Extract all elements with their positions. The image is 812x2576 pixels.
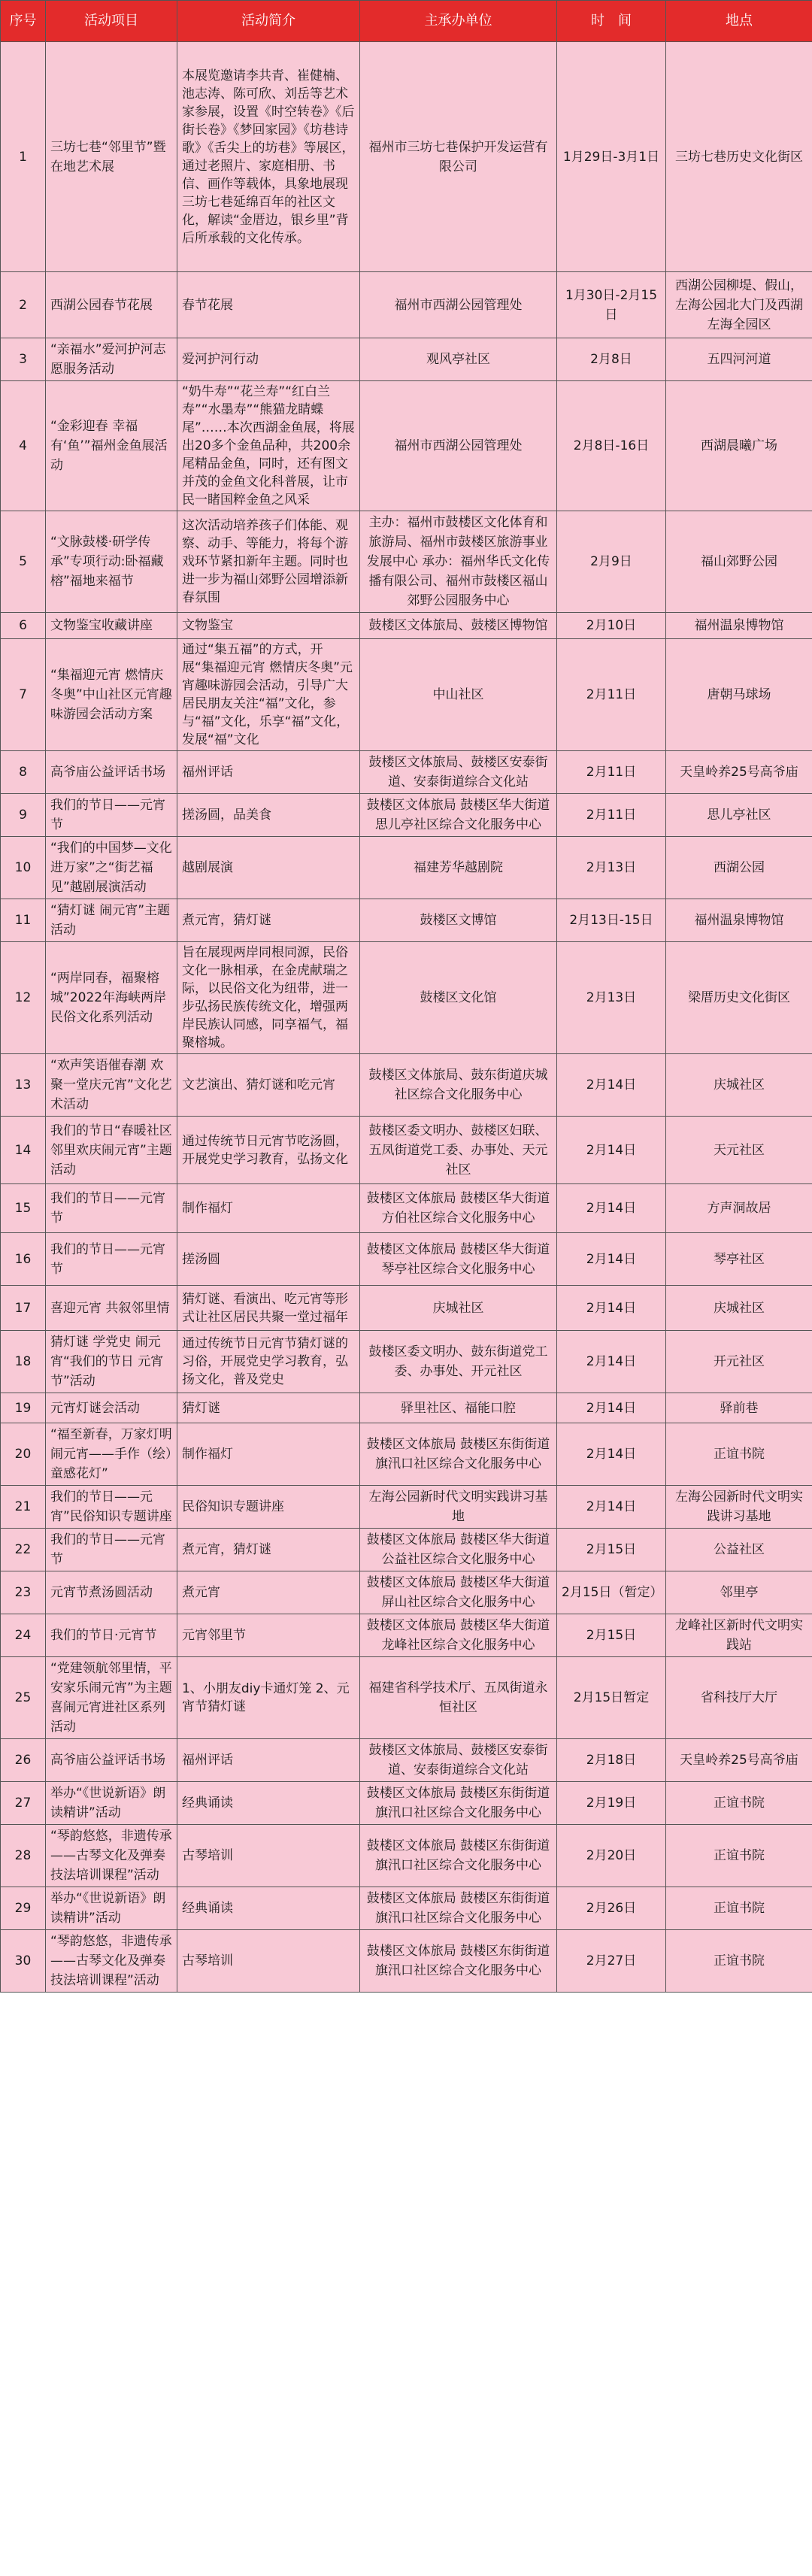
organizer-cell: 鼓楼区委文明办、鼓东街道党工委、办事处、开元社区 (360, 1331, 557, 1393)
activity-intro-cell: 福州评话 (177, 751, 360, 794)
row-number-cell: 1 (1, 42, 46, 272)
project-name-cell: 我们的节日“春暖社区邻里欢庆闹元宵”主题活动 (46, 1117, 177, 1184)
event-time-cell: 2月15日 (557, 1529, 666, 1571)
event-place-cell: 五四河河道 (666, 338, 812, 381)
activity-intro-cell: 越剧展演 (177, 837, 360, 899)
event-time-cell: 2月15日（暂定） (557, 1571, 666, 1614)
row-number-cell: 18 (1, 1331, 46, 1393)
organizer-cell: 观风亭社区 (360, 338, 557, 381)
organizer-cell: 鼓楼区文化馆 (360, 942, 557, 1054)
header-no: 序号 (1, 1, 46, 42)
table-row (1, 1614, 812, 1657)
event-place-cell: 福州温泉博物馆 (666, 613, 812, 639)
row-number-cell: 28 (1, 1825, 46, 1887)
activity-intro-cell: 搓汤圆 (177, 1233, 360, 1286)
row-number-cell: 22 (1, 1529, 46, 1571)
project-name-cell: “猜灯谜 闹元宵”主题活动 (46, 899, 177, 942)
event-place-cell: 庆城社区 (666, 1286, 812, 1331)
event-place-cell: 西湖公园柳堤、假山，左海公园北大门及西湖左海全园区 (666, 272, 812, 338)
project-name-cell: 三坊七巷“邻里节”暨在地艺术展 (46, 42, 177, 272)
activity-intro-cell: 制作福灯 (177, 1423, 360, 1486)
event-time-cell: 2月8日-16日 (557, 381, 666, 511)
table-row (1, 1825, 812, 1887)
row-number-cell: 29 (1, 1887, 46, 1930)
project-name-cell: 猜灯谜 学党史 闹元宵“我们的节日 元宵节”活动 (46, 1331, 177, 1393)
event-place-cell: 左海公园新时代文明实践讲习基地 (666, 1486, 812, 1529)
table-row (1, 1331, 812, 1393)
project-name-cell: 我们的节日——元宵节 (46, 1529, 177, 1571)
event-time-cell: 2月10日 (557, 613, 666, 639)
table-row (1, 338, 812, 381)
event-time-cell: 2月13日-15日 (557, 899, 666, 942)
project-name-cell: 西湖公园春节花展 (46, 272, 177, 338)
project-name-cell: “金彩迎春 幸福有‘鱼’”福州金鱼展活动 (46, 381, 177, 511)
row-number-cell: 4 (1, 381, 46, 511)
organizer-cell: 中山社区 (360, 639, 557, 751)
activity-intro-cell: 通过“集五福”的方式，开展“集福迎元宵 燃情庆冬奥”元宵趣味游园会活动，引导广大居民朋友关注“福”文化，参与“福”文化，乐享“福”文化，发展“福”文化 (177, 639, 360, 751)
table-row (1, 1393, 812, 1423)
row-number-cell: 8 (1, 751, 46, 794)
project-name-cell: “亲福水”爱河护河志愿服务活动 (46, 338, 177, 381)
row-number-cell: 12 (1, 942, 46, 1054)
header-organizer: 主承办单位 (360, 1, 557, 42)
table-row (1, 1571, 812, 1614)
event-place-cell: 开元社区 (666, 1331, 812, 1393)
project-name-cell: 我们的节日·元宵节 (46, 1614, 177, 1657)
organizer-cell: 鼓楼区文体旅局、鼓楼区安泰街道、安泰街道综合文化站 (360, 1739, 557, 1782)
activity-intro-cell: 元宵邻里节 (177, 1614, 360, 1657)
row-number-cell: 21 (1, 1486, 46, 1529)
table-row (1, 942, 812, 1054)
organizer-cell: 鼓楼区文体旅局 鼓楼区东街街道旗汛口社区综合文化服务中心 (360, 1825, 557, 1887)
table-row (1, 837, 812, 899)
event-time-cell: 2月14日 (557, 1184, 666, 1233)
event-time-cell: 2月9日 (557, 511, 666, 613)
organizer-cell: 驿里社区、福能口腔 (360, 1393, 557, 1423)
table-row (1, 272, 812, 338)
activity-intro-cell: 经典诵读 (177, 1887, 360, 1930)
table-row (1, 1887, 812, 1930)
organizer-cell: 鼓楼区文体旅局 鼓楼区华大街道公益社区综合文化服务中心 (360, 1529, 557, 1571)
project-name-cell: 举办“《世说新语》朗读精讲”活动 (46, 1887, 177, 1930)
row-number-cell: 15 (1, 1184, 46, 1233)
event-place-cell: 福州温泉博物馆 (666, 899, 812, 942)
activity-intro-cell: 古琴培训 (177, 1930, 360, 1993)
row-number-cell: 23 (1, 1571, 46, 1614)
event-time-cell: 2月11日 (557, 751, 666, 794)
table-row (1, 1233, 812, 1286)
event-place-cell: 龙峰社区新时代文明实践站 (666, 1614, 812, 1657)
header-intro: 活动简介 (177, 1, 360, 42)
event-time-cell: 2月11日 (557, 794, 666, 837)
event-time-cell: 2月18日 (557, 1739, 666, 1782)
project-name-cell: 举办“《世说新语》朗读精讲”活动 (46, 1782, 177, 1825)
table-row (1, 511, 812, 613)
project-name-cell: 高爷庙公益评话书场 (46, 751, 177, 794)
activity-intro-cell: 搓汤圆，品美食 (177, 794, 360, 837)
activity-intro-cell: 爱河护河行动 (177, 338, 360, 381)
table-row (1, 1739, 812, 1782)
activity-intro-cell: 本展览邀请李共青、崔健楠、池志涛、陈可欣、刘岳等艺术家参展，设置《时空转卷》《后街长卷》《梦回家园》《坊巷诗歌》《舌尖上的坊巷》等展区，通过老照片、家庭相册、书信、画作等载体，具象地展现三坊七巷延绵百年的社区文化，解读“金厝边，银乡里”背后所承载的文化传承。 (177, 42, 360, 272)
project-name-cell: “党建领航邻里情，平安家乐闹元宵”为主题喜闹元宵进社区系列活动 (46, 1657, 177, 1739)
organizer-cell: 鼓楼区文体旅局、鼓楼区安泰街道、安泰街道综合文化站 (360, 751, 557, 794)
event-place-cell: 天皇岭养25号高爷庙 (666, 751, 812, 794)
project-name-cell: “琴韵悠悠，非遗传承——古琴文化及弹奏技法培训课程”活动 (46, 1930, 177, 1993)
row-number-cell: 25 (1, 1657, 46, 1739)
event-time-cell: 2月13日 (557, 837, 666, 899)
table-row (1, 751, 812, 794)
project-name-cell: 喜迎元宵 共叙邻里情 (46, 1286, 177, 1331)
project-name-cell: “两岸同春，福聚榕城”2022年海峡两岸民俗文化系列活动 (46, 942, 177, 1054)
activity-intro-cell: 通过传统节日元宵节猜灯谜的习俗，开展党史学习教育，弘扬文化，普及党史 (177, 1331, 360, 1393)
organizer-cell: 福建芳华越剧院 (360, 837, 557, 899)
row-number-cell: 14 (1, 1117, 46, 1184)
row-number-cell: 7 (1, 639, 46, 751)
event-time-cell: 2月15日暂定 (557, 1657, 666, 1739)
row-number-cell: 20 (1, 1423, 46, 1486)
table-row (1, 42, 812, 272)
row-number-cell: 11 (1, 899, 46, 942)
event-time-cell: 2月14日 (557, 1286, 666, 1331)
event-place-cell: 唐朝马球场 (666, 639, 812, 751)
header-time: 时 间 (557, 1, 666, 42)
header-project: 活动项目 (46, 1, 177, 42)
activity-intro-cell: 福州评话 (177, 1739, 360, 1782)
row-number-cell: 10 (1, 837, 46, 899)
event-place-cell: 西湖公园 (666, 837, 812, 899)
event-time-cell: 2月14日 (557, 1423, 666, 1486)
project-name-cell: “文脉鼓楼·研学传承”专项行动:卧福藏榕”福地来福节 (46, 511, 177, 613)
activity-intro-cell: 民俗知识专题讲座 (177, 1486, 360, 1529)
table-row (1, 794, 812, 837)
organizer-cell: 鼓楼区文体旅局、鼓楼区博物馆 (360, 613, 557, 639)
project-name-cell: “琴韵悠悠，非遗传承——古琴文化及弹奏技法培训课程”活动 (46, 1825, 177, 1887)
organizer-cell: 左海公园新时代文明实践讲习基地 (360, 1486, 557, 1529)
event-place-cell: 正谊书院 (666, 1825, 812, 1887)
event-place-cell: 天皇岭养25号高爷庙 (666, 1739, 812, 1782)
event-place-cell: 正谊书院 (666, 1930, 812, 1993)
organizer-cell: 福州市三坊七巷保护开发运营有限公司 (360, 42, 557, 272)
event-time-cell: 2月14日 (557, 1233, 666, 1286)
table-row (1, 639, 812, 751)
organizer-cell: 鼓楼区文体旅局 鼓楼区东街街道旗汛口社区综合文化服务中心 (360, 1782, 557, 1825)
event-place-cell: 福山郊野公园 (666, 511, 812, 613)
row-number-cell: 19 (1, 1393, 46, 1423)
event-place-cell: 驿前巷 (666, 1393, 812, 1423)
activity-intro-cell: 煮元宵，猜灯谜 (177, 1529, 360, 1571)
activity-intro-cell: 春节花展 (177, 272, 360, 338)
row-number-cell: 2 (1, 272, 46, 338)
event-place-cell: 正谊书院 (666, 1887, 812, 1930)
row-number-cell: 9 (1, 794, 46, 837)
table-row (1, 1054, 812, 1117)
event-place-cell: 邻里亭 (666, 1571, 812, 1614)
row-number-cell: 16 (1, 1233, 46, 1286)
event-time-cell: 1月30日-2月15日 (557, 272, 666, 338)
activity-intro-cell: 这次活动培养孩子们体能、观察、动手、等能力，将每个游戏环节紧扣新年主题。同时也进一步为福山郊野公园增添新春氛围 (177, 511, 360, 613)
event-time-cell: 2月27日 (557, 1930, 666, 1993)
activity-intro-cell: 猜灯谜、看演出、吃元宵等形式让社区居民共聚一堂过福年 (177, 1286, 360, 1331)
activity-intro-cell: 旨在展现两岸同根同源，民俗文化一脉相承，在金虎献瑞之际，以民俗文化为纽带，进一步弘扬民族传统文化，增强两岸民族认同感，同享福气，福聚榕城。 (177, 942, 360, 1054)
table-row (1, 1657, 812, 1739)
table-row (1, 1117, 812, 1184)
table-row (1, 381, 812, 511)
table-row (1, 1286, 812, 1331)
organizer-cell: 主办：福州市鼓楼区文化体育和旅游局、福州市鼓楼区旅游事业发展中心 承办：福州华氏文化传播有限公司、福州市鼓楼区福山郊野公园服务中心 (360, 511, 557, 613)
row-number-cell: 5 (1, 511, 46, 613)
organizer-cell: 福州市西湖公园管理处 (360, 381, 557, 511)
activity-intro-cell: 文艺演出、猜灯谜和吃元宵 (177, 1054, 360, 1117)
organizer-cell: 鼓楼区文体旅局 鼓楼区华大街道思儿亭社区综合文化服务中心 (360, 794, 557, 837)
activity-intro-cell: 通过传统节日元宵节吃汤圆，开展党史学习教育，弘扬文化 (177, 1117, 360, 1184)
project-name-cell: 我们的节日——元宵节 (46, 794, 177, 837)
organizer-cell: 鼓楼区文体旅局 鼓楼区华大街道屏山社区综合文化服务中心 (360, 1571, 557, 1614)
event-place-cell: 方声洞故居 (666, 1184, 812, 1233)
activity-intro-cell: 煮元宵，猜灯谜 (177, 899, 360, 942)
event-time-cell: 2月14日 (557, 1117, 666, 1184)
header-place: 地点 (666, 1, 812, 42)
row-number-cell: 3 (1, 338, 46, 381)
event-place-cell: 庆城社区 (666, 1054, 812, 1117)
organizer-cell: 鼓楼区文体旅局 鼓楼区东街街道旗汛口社区综合文化服务中心 (360, 1887, 557, 1930)
event-place-cell: 公益社区 (666, 1529, 812, 1571)
project-name-cell: 元宵节煮汤圆活动 (46, 1571, 177, 1614)
organizer-cell: 福州市西湖公园管理处 (360, 272, 557, 338)
organizer-cell: 鼓楼区文体旅局 鼓楼区华大街道方伯社区综合文化服务中心 (360, 1184, 557, 1233)
project-name-cell: “欢声笑语催春潮 欢聚一堂庆元宵”文化艺术活动 (46, 1054, 177, 1117)
organizer-cell: 鼓楼区文体旅局 鼓楼区华大街道龙峰社区综合文化服务中心 (360, 1614, 557, 1657)
organizer-cell: 鼓楼区文体旅局 鼓楼区华大街道琴亭社区综合文化服务中心 (360, 1233, 557, 1286)
project-name-cell: “我们的中国梦—文化进万家”之“街艺福见”越剧展演活动 (46, 837, 177, 899)
event-time-cell: 1月29日-3月1日 (557, 42, 666, 272)
table-row (1, 613, 812, 639)
project-name-cell: “福至新春，万家灯明闹元宵——手作（绘）童感花灯” (46, 1423, 177, 1486)
event-place-cell: 省科技厅大厅 (666, 1657, 812, 1739)
activity-intro-cell: 经典诵读 (177, 1782, 360, 1825)
event-time-cell: 2月11日 (557, 639, 666, 751)
activity-intro-cell: 古琴培训 (177, 1825, 360, 1887)
row-number-cell: 24 (1, 1614, 46, 1657)
row-number-cell: 26 (1, 1739, 46, 1782)
organizer-cell: 鼓楼区委文明办、鼓楼区妇联、五凤街道党工委、办事处、天元社区 (360, 1117, 557, 1184)
row-number-cell: 30 (1, 1930, 46, 1993)
event-place-cell: 琴亭社区 (666, 1233, 812, 1286)
event-time-cell: 2月14日 (557, 1486, 666, 1529)
table-row (1, 1184, 812, 1233)
event-place-cell: 梁厝历史文化街区 (666, 942, 812, 1054)
row-number-cell: 13 (1, 1054, 46, 1117)
table-body (1, 42, 812, 1993)
organizer-cell: 鼓楼区文体旅局 鼓楼区东街街道旗汛口社区综合文化服务中心 (360, 1423, 557, 1486)
row-number-cell: 27 (1, 1782, 46, 1825)
project-name-cell: 文物鉴宝收藏讲座 (46, 613, 177, 639)
event-time-cell: 2月14日 (557, 1054, 666, 1117)
event-time-cell: 2月19日 (557, 1782, 666, 1825)
event-place-cell: 正谊书院 (666, 1423, 812, 1486)
event-time-cell: 2月20日 (557, 1825, 666, 1887)
project-name-cell: 元宵灯谜会活动 (46, 1393, 177, 1423)
project-name-cell: 我们的节日——元宵节 (46, 1233, 177, 1286)
activity-intro-cell: 1、小朋友diy卡通灯笼 2、元宵节猜灯谜 (177, 1657, 360, 1739)
project-name-cell: 我们的节日——元宵节 (46, 1184, 177, 1233)
organizer-cell: 鼓楼区文体旅局 鼓楼区东街街道旗汛口社区综合文化服务中心 (360, 1930, 557, 1993)
event-place-cell: 天元社区 (666, 1117, 812, 1184)
row-number-cell: 6 (1, 613, 46, 639)
organizer-cell: 鼓楼区文博馆 (360, 899, 557, 942)
event-time-cell: 2月14日 (557, 1331, 666, 1393)
project-name-cell: 高爷庙公益评话书场 (46, 1739, 177, 1782)
organizer-cell: 福建省科学技术厅、五凤街道永恒社区 (360, 1657, 557, 1739)
activity-intro-cell: 文物鉴宝 (177, 613, 360, 639)
table-row (1, 1529, 812, 1571)
event-time-cell: 2月15日 (557, 1614, 666, 1657)
table-row (1, 1486, 812, 1529)
table-row (1, 899, 812, 942)
event-time-cell: 2月14日 (557, 1393, 666, 1423)
event-place-cell: 思儿亭社区 (666, 794, 812, 837)
event-time-cell: 2月26日 (557, 1887, 666, 1930)
activity-intro-cell: 煮元宵 (177, 1571, 360, 1614)
table-row (1, 1423, 812, 1486)
project-name-cell: “集福迎元宵 燃情庆冬奥”中山社区元宵趣味游园会活动方案 (46, 639, 177, 751)
table-row (1, 1782, 812, 1825)
organizer-cell: 庆城社区 (360, 1286, 557, 1331)
activity-intro-cell: 制作福灯 (177, 1184, 360, 1233)
event-place-cell: 西湖晨曦广场 (666, 381, 812, 511)
event-time-cell: 2月13日 (557, 942, 666, 1054)
event-time-cell: 2月8日 (557, 338, 666, 381)
activity-intro-cell: “奶牛寿”“花兰寿”“红白兰寿”“水墨寿”“熊猫龙睛蝶尾”……本次西湖金鱼展，将展出20多个金鱼品种，共200余尾精品金鱼，同时，还有图文并茂的金鱼文化科普展，让市民一睹国粹金鱼之风采 (177, 381, 360, 511)
row-number-cell: 17 (1, 1286, 46, 1331)
organizer-cell: 鼓楼区文体旅局、鼓东街道庆城社区综合文化服务中心 (360, 1054, 557, 1117)
project-name-cell: 我们的节日——元宵”民俗知识专题讲座 (46, 1486, 177, 1529)
table-row (1, 1930, 812, 1993)
event-place-cell: 正谊书院 (666, 1782, 812, 1825)
event-place-cell: 三坊七巷历史文化街区 (666, 42, 812, 272)
table-header-row (1, 1, 812, 42)
activity-intro-cell: 猜灯谜 (177, 1393, 360, 1423)
